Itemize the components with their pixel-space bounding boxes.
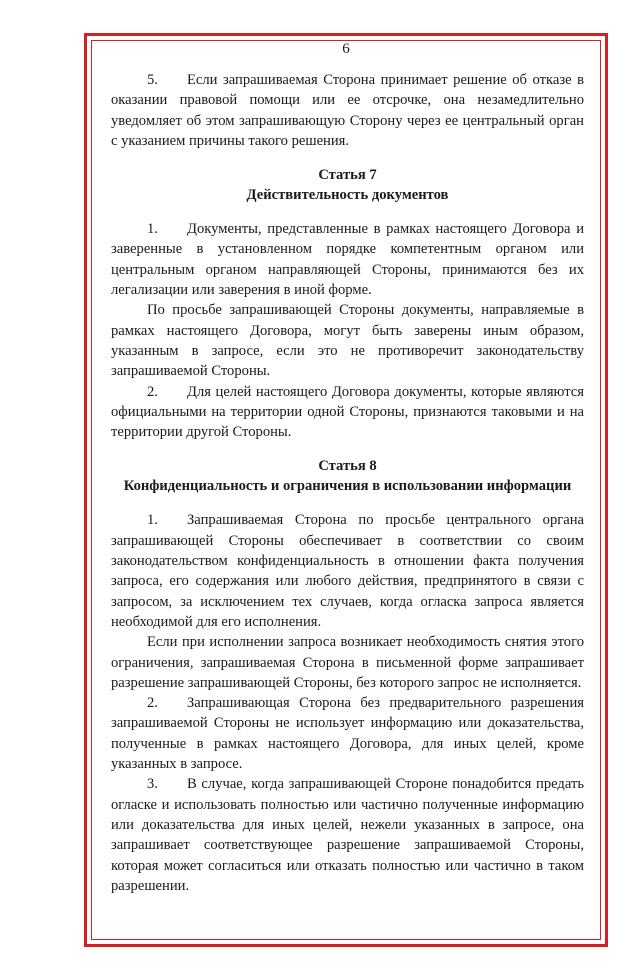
paragraph-number: 5. <box>147 72 158 88</box>
paragraph <box>111 382 584 443</box>
paragraph <box>111 774 584 896</box>
article-title: Конфиденциальность и ограничения в использовании информации <box>123 478 572 495</box>
page-number: 6 <box>342 41 350 57</box>
paragraph-text: Если при исполнении запроса возникает необходимость снятия этого ограничения, запрашиваемая Сторона в письменной форме запрашивает разрешение запрашивающей Стороны, без которого запрос не исполняется. <box>111 634 584 691</box>
paragraph <box>111 510 584 632</box>
paragraph-text: Запрашивающая Сторона без предварительного разрешения запрашиваемой Стороны не использует информацию или доказательства, полученные в рамках настоящего Договора, для иных целей, кроме указанных в запросе. <box>111 695 584 773</box>
paragraph-number: 2. <box>147 695 158 712</box>
paragraph-number: 1. <box>147 221 158 238</box>
paragraph-text: Документы, представленные в рамках настоящего Договора и заверенные в установленном порядке компетентным органом или центральным органом направляющей Стороны, принимаются без их легализации или заверения в иной форме. <box>111 221 584 299</box>
paragraph <box>111 219 584 300</box>
paragraph-number: 3. <box>147 776 158 793</box>
paragraph <box>111 693 584 774</box>
paragraph-text: В случае, когда запрашивающей Стороне понадобится предать огласке и использовать полностью или частично полученные информацию или доказательства для иных целей, нежели указанных в запросе, она запрашивает соответствующее разрешение запрашиваемой Стороны, которая может согласиться или отказать полностью или частично в таком разрешении. <box>111 776 584 894</box>
paragraph-number: 2. <box>147 383 158 400</box>
article-number: Статья 8 <box>318 458 377 475</box>
paragraph-text: Для целей настоящего Договора документы, которые являются официальными на территории одной Стороны, признаются таковыми и на территории другой Стороны. <box>111 383 584 441</box>
paragraph-text: Запрашиваемая Сторона по просьбе центрального органа запрашивающей Стороны обеспечивает в соответствии со своим законодательством конфиденциальность в отношении факта получения запроса, его содержания или любого действия, предпринятого в связи с запросом, за исключением тех случаев, когда огласка запроса является необходимой для его исполнения. <box>111 512 584 630</box>
paragraph <box>111 632 584 693</box>
article-number: Статья 7 <box>318 167 377 184</box>
paragraph <box>111 300 584 381</box>
paragraph-number: 1. <box>147 512 158 529</box>
article-title: Действительность документов <box>246 187 449 204</box>
document-body <box>111 70 584 896</box>
paragraph-text: Если запрашиваемая Сторона принимает решение об отказе в оказании правовой помощи или ее отсрочке, она незамедлительно уведомляет об этом запрашивающую Сторону через ее центральный орган с указанием причины такого решения. <box>111 72 584 149</box>
paragraph <box>111 70 584 151</box>
paragraph-text: По просьбе запрашивающей Стороны документы, направляемые в рамках настоящего Договора, могут быть заверены иным образом, указанным в запросе, если это не противоречит законодательству запрашиваемой Стороны. <box>111 302 584 380</box>
